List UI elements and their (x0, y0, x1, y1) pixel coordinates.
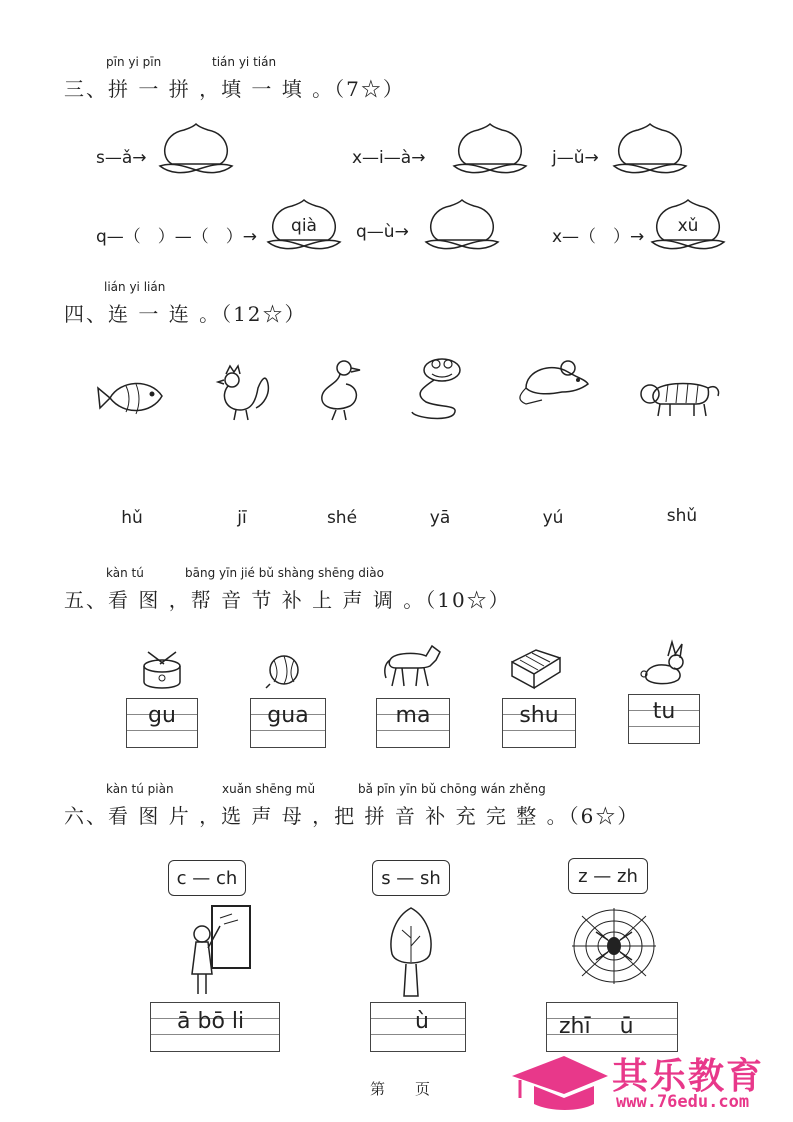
graduation-cap-icon (510, 1050, 610, 1110)
watermark-brand: 其乐教育 (612, 1056, 765, 1097)
horse-image (382, 638, 444, 690)
peach-icon (424, 200, 500, 252)
watermelon-image (264, 654, 304, 690)
writing-box (370, 1002, 466, 1052)
peach-icon (452, 124, 528, 176)
book-image (508, 644, 564, 690)
writing-box (250, 698, 326, 748)
sec5-syllable: gua (267, 703, 309, 728)
drum-image (138, 650, 186, 690)
sec4-word: yā (429, 508, 451, 528)
sec5-pinyin-b: bāng yīn jié bǔ shàng shēng diào (185, 566, 384, 580)
sec4-word: hǔ (121, 508, 143, 528)
sec3-item-4: q—（ ）—（ ）→ (96, 227, 258, 247)
child-window-image (186, 904, 254, 998)
sec3-heading: 三、拼 一 拼 ，填 一 填 。（7☆） (64, 77, 405, 101)
tree-image (386, 906, 436, 998)
duck-image (316, 358, 366, 422)
sec3-item-1: s—ǎ→ (96, 148, 147, 168)
writing-box (546, 1002, 678, 1052)
sec6-answer: zhī ū (559, 1014, 634, 1039)
tiger-image (636, 372, 722, 420)
peach-icon (612, 124, 688, 176)
watermark (508, 1046, 788, 1116)
option-box: c — ch (168, 860, 246, 896)
sec3-item-5: q—ù→ (356, 222, 409, 242)
sec4-word: jī (237, 508, 247, 528)
sec5-pinyin-a: kàn tú (106, 566, 144, 580)
sec4-heading: 四、连 一 连 。（12☆） (64, 302, 307, 326)
sec6-pinyin-b: xuǎn shēng mǔ (222, 782, 316, 796)
sec6-heading: 六、看 图 片 ，选 声 母 ，把 拼 音 补 充 完 整 。（6☆） (64, 804, 640, 828)
sec4-word: yú (542, 508, 564, 528)
sec3-answer-6: xǔ (677, 216, 699, 236)
writing-box (150, 1002, 280, 1052)
sec5-syllable: shu (519, 703, 559, 728)
sec3-item-6: x—（ ）→ (552, 227, 645, 247)
sec3-pinyin-b: tián yi tián (212, 55, 277, 69)
peach-icon (158, 124, 234, 176)
writing-box (628, 694, 700, 744)
watermark-url: www.76edu.com (616, 1092, 750, 1112)
sec6-pinyin-a: kàn tú piàn (106, 782, 174, 796)
sec5-heading: 五、看 图 ，帮 音 节 补 上 声 调 。（10☆） (64, 588, 511, 612)
sec5-syllable: tu (652, 699, 676, 724)
spider-web-image (570, 906, 658, 986)
sec3-item-3: j—ǔ→ (552, 148, 599, 168)
sec6-pinyin-c: bǎ pīn yīn bǔ chōng wán zhěng (358, 782, 546, 796)
sec4-word: shǔ (666, 506, 698, 526)
option-box: z — zh (568, 858, 648, 894)
option-box: s — sh (372, 860, 450, 896)
sec3-pinyin-a: pīn yi pīn (106, 55, 162, 69)
page-footer: 第 页 (370, 1080, 431, 1098)
sec4-pinyin: lián yi lián (104, 280, 166, 294)
sec6-answer: ù (415, 1009, 429, 1034)
rooster-image (206, 364, 270, 422)
writing-box (376, 698, 450, 748)
rabbit-image (638, 642, 690, 688)
writing-box (502, 698, 576, 748)
sec5-syllable: gu (148, 703, 176, 728)
sec6-answer: ā bō li (177, 1009, 245, 1034)
sec5-syllable: ma (395, 703, 431, 728)
sec4-word: shé (326, 508, 358, 528)
sec3-answer-4: qià (291, 216, 317, 236)
sec3-item-2: x—i—à→ (352, 148, 426, 168)
writing-box (126, 698, 198, 748)
mouse-image (512, 354, 592, 408)
fish-image (96, 374, 168, 422)
snake-image (404, 356, 468, 422)
